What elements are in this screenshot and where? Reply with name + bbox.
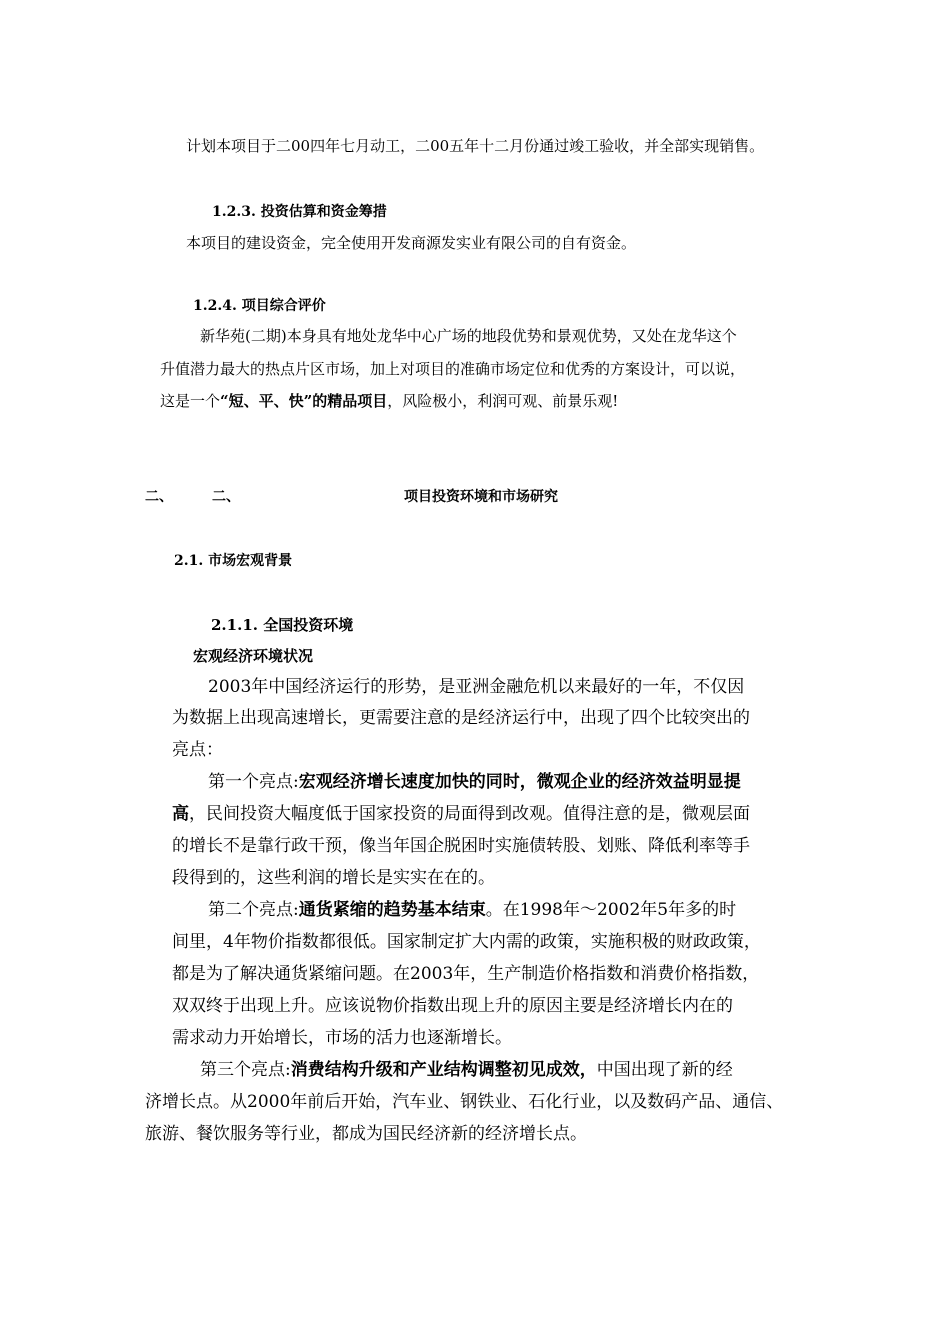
highlight-2-line-2: 间里，4年物价指数都很低。国家制定扩大内需的政策，实施积极的财政政策， <box>172 932 761 952</box>
section-heading-2-1: 2.1. 市场宏观背景 <box>174 553 293 569</box>
section-heading-1-2-3: 1.2.3. 投资估算和资金筹措 <box>212 204 387 220</box>
highlight-1-rest: ，民间投资大幅度低于国家投资的局面得到改观。值得注意的是，微观层面 <box>189 804 750 824</box>
highlight-3-emphasis: 消费结构升级和产业结构调整初见成效， <box>290 1060 597 1080</box>
highlight-1-emphasis-a: 宏观经济增长速度加快的同时，微观企业的经济效益明显提 <box>298 772 741 792</box>
highlight-1-line-4: 段得到的，这些利润的增长是实实在在的。 <box>172 868 495 888</box>
highlight-1-line-3: 的增长不是靠行政干预，像当年国企脱困时实施债转股、划账、降低利率等手 <box>172 836 750 856</box>
chapter-number-2: 二、 <box>212 489 240 505</box>
highlight-2-line-3: 都是为了解决通货紧缩问题。在2003年，生产制造价格指数和消费价格指数， <box>172 964 760 984</box>
intro-line-1: 2003年中国经济运行的形势，是亚洲金融危机以来最好的一年，不仅因 <box>208 677 745 697</box>
highlight-1-emphasis-b: 高 <box>172 804 189 824</box>
highlight-3-line-3: 旅游、餐饮服务等行业，都成为国民经济新的经济增长点。 <box>145 1124 587 1144</box>
highlight-2-line-4: 双双终于出现上升。应该说物价指数出现上升的原因主要是经济增长内在的 <box>172 996 733 1016</box>
line-3-suffix: ，风险极小，利润可观、前景乐观! <box>387 392 619 410</box>
chapter-number-1: 二、 <box>145 489 173 505</box>
section-1-2-4-line-3 <box>160 390 618 411</box>
section-heading-1-2-4: 1.2.4. 项目综合评价 <box>193 298 326 314</box>
highlight-2-rest: 。在1998年～2002年5年多的时 <box>485 900 737 920</box>
section-1-2-4-line-1: 新华苑(二期)本身具有地处龙华中心广场的地段优势和景观优势，又处在龙华这个 <box>200 327 737 345</box>
plan-statement: 计划本项目于二00四年七月动工，二00五年十二月份通过竣工验收，并全部实现销售。 <box>186 137 765 155</box>
intro-line-3: 亮点： <box>172 740 223 760</box>
section-1-2-4-line-2: 升值潜力最大的热点片区市场，加上对项目的准确市场定位和优秀的方案设计，可以说， <box>160 360 746 378</box>
intro-line-2: 为数据上出现高速增长，更需要注意的是经济运行中，出现了四个比较突出的 <box>172 708 750 728</box>
highlight-3-line-2: 济增长点。从2000年前后开始，汽车业、钢铁业、石化行业，以及数码产品、通信、 <box>145 1092 784 1112</box>
chapter-title: 项目投资环境和市场研究 <box>404 489 558 505</box>
highlight-3-label: 第三个亮点: <box>200 1060 291 1080</box>
highlight-1-line-2 <box>172 804 750 824</box>
highlight-2-line-5: 需求动力开始增长，市场的活力也逐渐增长。 <box>172 1028 512 1048</box>
highlight-2-line-1 <box>208 900 736 920</box>
highlight-1-label: 第一个亮点: <box>208 772 299 792</box>
highlight-2-label: 第二个亮点: <box>208 900 299 920</box>
section-1-2-3-text: 本项目的建设资金，完全使用开发商源发实业有限公司的自有资金。 <box>186 234 637 252</box>
subheading-macro-economy: 宏观经济环境状况 <box>193 647 314 665</box>
highlight-2-emphasis: 通货紧缩的趋势基本结束 <box>298 900 486 920</box>
highlight-3-rest: 中国出现了新的经 <box>596 1060 733 1080</box>
section-heading-2-1-1: 2.1.1. 全国投资环境 <box>211 616 354 634</box>
highlight-3-line-1 <box>200 1060 733 1080</box>
line-3-prefix: 这是一个 <box>160 392 221 410</box>
highlight-1-line-1 <box>208 772 741 792</box>
line-3-emphasis: “短、平、快”的精品项目 <box>220 392 388 410</box>
